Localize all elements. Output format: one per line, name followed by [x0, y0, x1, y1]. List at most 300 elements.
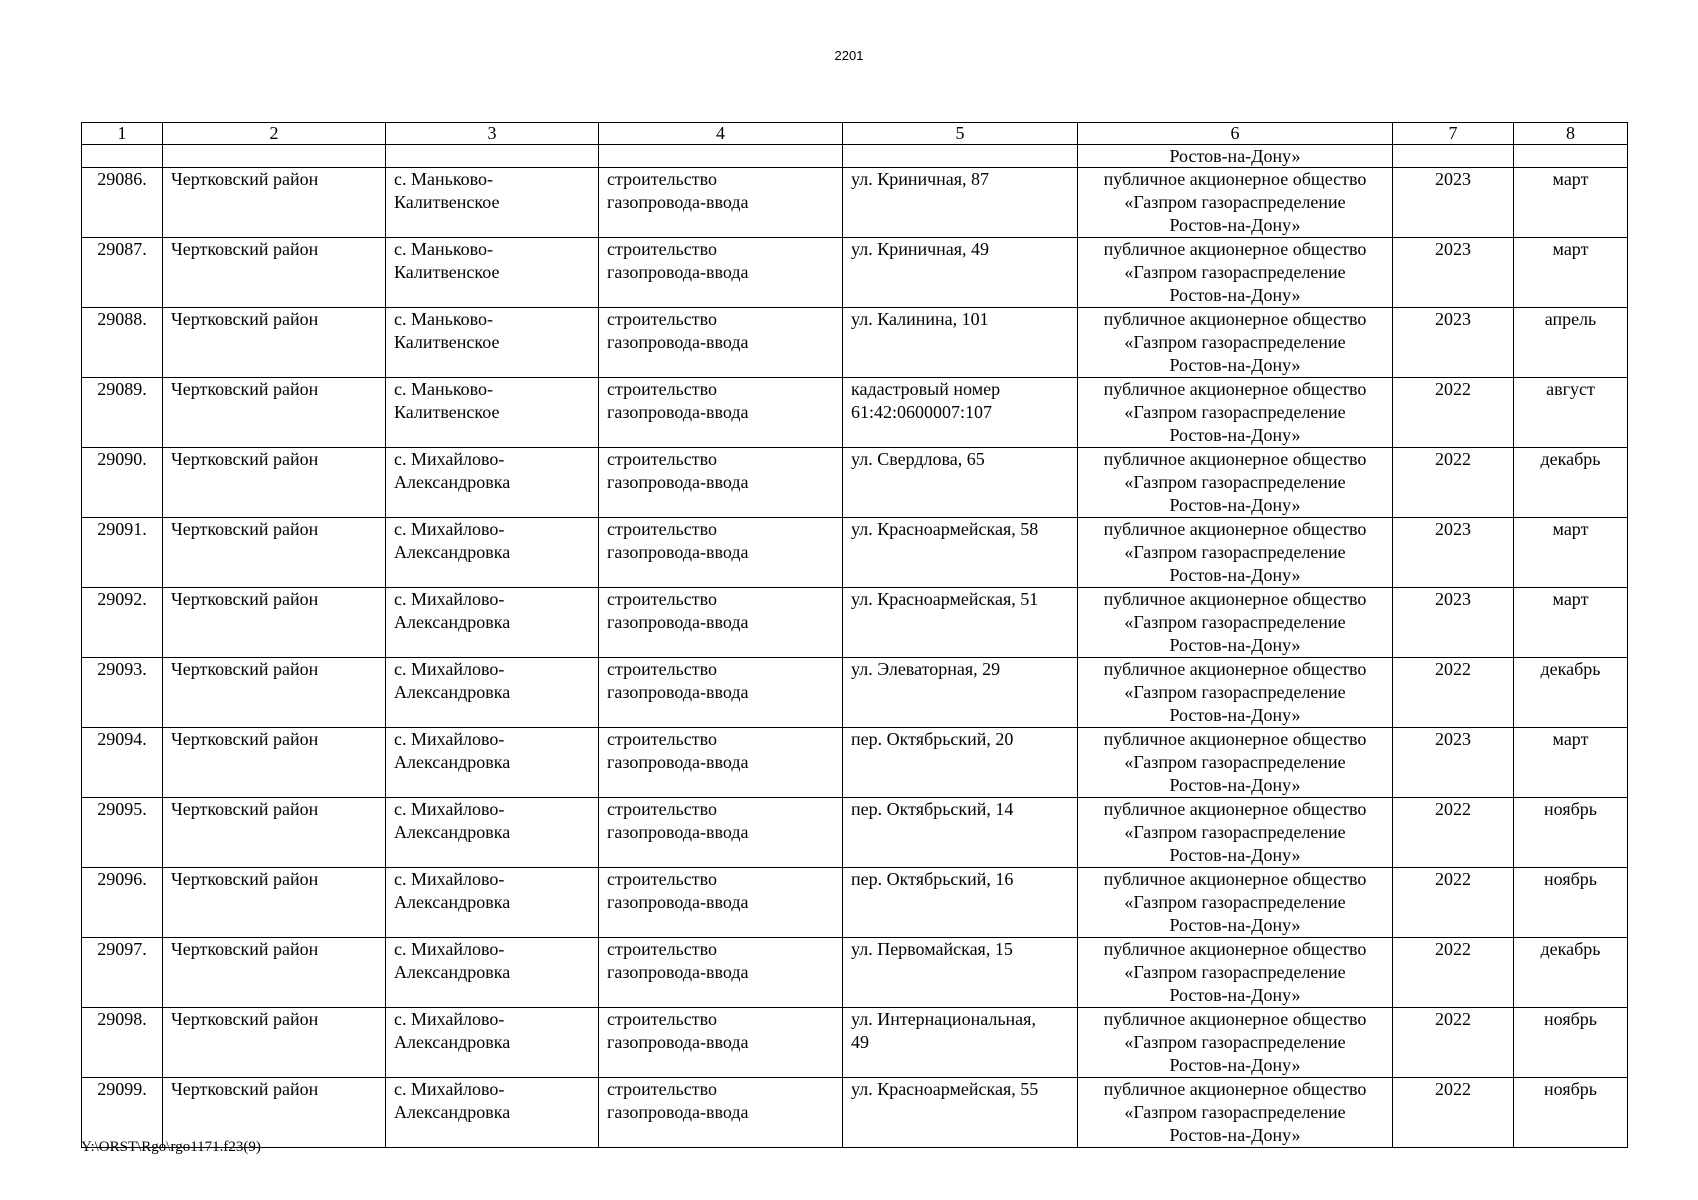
district: Чертковский район [171, 939, 319, 959]
year-cell [1393, 378, 1514, 448]
row-number: 29093. [97, 659, 147, 679]
settlement-cell [386, 588, 599, 658]
work-type-line: газопровода-ввода [607, 962, 749, 982]
year: 2023 [1435, 309, 1471, 329]
district-cell [163, 868, 386, 938]
settlement-cell [386, 1008, 599, 1078]
address-cell [843, 448, 1078, 518]
organization-line: Ростов-на-Дону» [1169, 705, 1301, 725]
address-cell [843, 518, 1078, 588]
month: декабрь [1540, 659, 1601, 679]
column-number: 1 [82, 123, 163, 145]
work-type-line: газопровода-ввода [607, 682, 749, 702]
work-type-line: газопровода-ввода [607, 892, 749, 912]
settlement-cell [386, 168, 599, 238]
organization-line: публичное акционерное общество [1103, 1009, 1367, 1029]
work-type-cell [599, 728, 843, 798]
settlement-line: с. Михайлово- [394, 939, 505, 959]
settlement-line: Александровка [394, 1102, 511, 1122]
organization-line: «Газпром газораспределение [1124, 822, 1346, 842]
month: март [1552, 169, 1589, 189]
year: 2023 [1435, 519, 1471, 539]
address-line: 61:42:0600007:107 [851, 402, 993, 422]
work-type-line: строительство [607, 799, 717, 819]
district: Чертковский район [171, 799, 319, 819]
settlement-cell [386, 658, 599, 728]
organization-cell [1078, 448, 1393, 518]
year: 2023 [1435, 729, 1471, 749]
year: 2022 [1435, 869, 1471, 889]
column-number: 7 [1393, 123, 1514, 145]
table-row [82, 378, 1628, 448]
year: 2022 [1435, 1079, 1471, 1099]
work-type-cell [599, 868, 843, 938]
district-cell [163, 1078, 386, 1148]
work-type-cell [599, 1008, 843, 1078]
month: март [1552, 239, 1589, 259]
row-number: 29090. [97, 449, 147, 469]
work-type-line: строительство [607, 1009, 717, 1029]
row-number-cell [82, 308, 163, 378]
organization-cell [1078, 868, 1393, 938]
address-line: ул. Интернациональная, [851, 1009, 1036, 1029]
district-cell [163, 658, 386, 728]
row-number: 29089. [97, 379, 147, 399]
settlement-line: Александровка [394, 682, 511, 702]
month: август [1546, 379, 1595, 399]
year-cell [1393, 798, 1514, 868]
row-number-cell [82, 728, 163, 798]
work-type-cell [599, 798, 843, 868]
month: март [1552, 729, 1589, 749]
work-type-cell [599, 168, 843, 238]
organization-line: публичное акционерное общество [1103, 799, 1367, 819]
address-cell [843, 868, 1078, 938]
organization-line: Ростов-на-Дону» [1169, 565, 1301, 585]
column-number: 2 [163, 123, 386, 145]
year-cell [1393, 1008, 1514, 1078]
year-cell [1393, 518, 1514, 588]
organization-line: Ростов-на-Дону» [1169, 1055, 1301, 1075]
year: 2022 [1435, 449, 1471, 469]
month: март [1552, 519, 1589, 539]
year: 2023 [1435, 589, 1471, 609]
work-type-line: строительство [607, 589, 717, 609]
address-line: ул. Криничная, 87 [851, 169, 990, 189]
organization-cell [1078, 518, 1393, 588]
year-cell [1393, 938, 1514, 1008]
organization-line: публичное акционерное общество [1103, 1079, 1367, 1099]
work-type-line: газопровода-ввода [607, 1032, 749, 1052]
year-cell [1393, 728, 1514, 798]
row-number: 29099. [97, 1079, 147, 1099]
settlement-line: с. Михайлово- [394, 589, 505, 609]
organization-line: публичное акционерное общество [1103, 519, 1367, 539]
organization-line: публичное акционерное общество [1103, 659, 1367, 679]
month: март [1552, 589, 1589, 609]
row-number: 29096. [97, 869, 147, 889]
address-line: ул. Первомайская, 15 [851, 939, 1013, 959]
row-number: 29088. [97, 309, 147, 329]
table-row [82, 728, 1628, 798]
work-type-line: строительство [607, 939, 717, 959]
work-type-cell [599, 1078, 843, 1148]
row-number-cell [82, 518, 163, 588]
district: Чертковский район [171, 729, 319, 749]
address-cell [843, 1008, 1078, 1078]
organization-line: публичное акционерное общество [1103, 729, 1367, 749]
organization-line: публичное акционерное общество [1103, 239, 1367, 259]
work-type-cell [599, 518, 843, 588]
address-cell [843, 658, 1078, 728]
month: ноябрь [1544, 1009, 1597, 1029]
organization-line: «Газпром газораспределение [1124, 542, 1346, 562]
organization-line: «Газпром газораспределение [1124, 1032, 1346, 1052]
organization-cell [1078, 168, 1393, 238]
year: 2022 [1435, 659, 1471, 679]
organization-line: «Газпром газораспределение [1124, 962, 1346, 982]
table-row [82, 308, 1628, 378]
row-number: 29095. [97, 799, 147, 819]
organization-line: публичное акционерное общество [1103, 449, 1367, 469]
row-number: 29097. [97, 939, 147, 959]
month-cell [1514, 518, 1628, 588]
year-cell [1393, 588, 1514, 658]
organization-line: публичное акционерное общество [1103, 939, 1367, 959]
footer-file-path: Y:\ORST\Rgo\rgo1171.f23(9) [81, 1139, 261, 1155]
address-cell [843, 378, 1078, 448]
settlement-line: с. Михайлово- [394, 659, 505, 679]
row-number-cell [82, 658, 163, 728]
row-number: 29098. [97, 1009, 147, 1029]
organization-cell [1078, 938, 1393, 1008]
district: Чертковский район [171, 379, 319, 399]
register-table [81, 122, 1628, 1148]
month: ноябрь [1544, 799, 1597, 819]
table-row [82, 938, 1628, 1008]
organization-line: Ростов-на-Дону» [1169, 355, 1301, 375]
settlement-line: Александровка [394, 612, 511, 632]
organization-line: «Газпром газораспределение [1124, 1102, 1346, 1122]
column-number: 8 [1514, 123, 1628, 145]
address-line: ул. Красноармейская, 51 [851, 589, 1039, 609]
organization-line: Ростов-на-Дону» [1169, 985, 1301, 1005]
organization-line: «Газпром газораспределение [1124, 192, 1346, 212]
settlement-cell [386, 798, 599, 868]
column-number: 3 [386, 123, 599, 145]
work-type-line: строительство [607, 449, 717, 469]
organization-cell [1078, 798, 1393, 868]
organization-line: Ростов-на-Дону» [1169, 915, 1301, 935]
year-cell [1393, 238, 1514, 308]
work-type-line: строительство [607, 729, 717, 749]
work-type-line: газопровода-ввода [607, 192, 749, 212]
address-line: пер. Октябрьский, 14 [851, 799, 1014, 819]
work-type-cell [599, 938, 843, 1008]
work-type-line: газопровода-ввода [607, 332, 749, 352]
address-cell [843, 308, 1078, 378]
address-cell [843, 168, 1078, 238]
settlement-cell [386, 238, 599, 308]
address-line: 49 [851, 1032, 869, 1052]
work-type-line: газопровода-ввода [607, 1102, 749, 1122]
row-number: 29086. [97, 169, 147, 189]
month-cell [1514, 238, 1628, 308]
organization-line: публичное акционерное общество [1103, 169, 1367, 189]
settlement-line: Александровка [394, 752, 511, 772]
organization-cell [1078, 238, 1393, 308]
organization-line: публичное акционерное общество [1103, 379, 1367, 399]
settlement-line: с. Михайлово- [394, 1079, 505, 1099]
settlement-line: Александровка [394, 542, 511, 562]
work-type-line: газопровода-ввода [607, 262, 749, 282]
district: Чертковский район [171, 1009, 319, 1029]
month: ноябрь [1544, 869, 1597, 889]
settlement-cell [386, 1078, 599, 1148]
district-cell [163, 378, 386, 448]
month-cell [1514, 448, 1628, 518]
address-cell [843, 238, 1078, 308]
year-cell [1393, 448, 1514, 518]
settlement-line: Калитвенское [394, 402, 500, 422]
district: Чертковский район [171, 1079, 319, 1099]
settlement-cell [386, 448, 599, 518]
row-number-cell [82, 168, 163, 238]
work-type-line: строительство [607, 519, 717, 539]
settlement-cell [386, 728, 599, 798]
settlement-cell [386, 518, 599, 588]
district: Чертковский район [171, 449, 319, 469]
address-cell [843, 798, 1078, 868]
settlement-line: с. Маньково- [394, 379, 494, 399]
settlement-line: Калитвенское [394, 262, 500, 282]
settlement-cell [386, 938, 599, 1008]
month-cell [1514, 378, 1628, 448]
address-cell [843, 938, 1078, 1008]
column-number-row [82, 123, 1628, 145]
month-cell [1514, 308, 1628, 378]
year: 2022 [1435, 939, 1471, 959]
district-cell [163, 168, 386, 238]
organization-line: «Газпром газораспределение [1124, 612, 1346, 632]
address-line: ул. Криничная, 49 [851, 239, 990, 259]
table-row [82, 658, 1628, 728]
row-number-cell [82, 798, 163, 868]
row-number: 29094. [97, 729, 147, 749]
organization-line: Ростов-на-Дону» [1169, 285, 1301, 305]
table-row [82, 1008, 1628, 1078]
district: Чертковский район [171, 239, 319, 259]
settlement-line: Александровка [394, 892, 511, 912]
organization-cell [1078, 378, 1393, 448]
district: Чертковский район [171, 519, 319, 539]
district-cell [163, 798, 386, 868]
address-cell [843, 1078, 1078, 1148]
organization-line: Ростов-на-Дону» [1169, 635, 1301, 655]
district-cell [163, 448, 386, 518]
address-line: ул. Красноармейская, 55 [851, 1079, 1039, 1099]
district: Чертковский район [171, 869, 319, 889]
table-row [82, 518, 1628, 588]
district: Чертковский район [171, 169, 319, 189]
organization-line: публичное акционерное общество [1103, 589, 1367, 609]
settlement-line: Александровка [394, 472, 511, 492]
work-type-line: строительство [607, 869, 717, 889]
table-row [82, 238, 1628, 308]
work-type-line: строительство [607, 379, 717, 399]
page-number: 2201 [834, 48, 864, 63]
row-number-cell [82, 588, 163, 658]
organization-line: Ростов-на-Дону» [1169, 845, 1301, 865]
organization-line: «Газпром газораспределение [1124, 472, 1346, 492]
month: декабрь [1540, 449, 1601, 469]
row-number-cell [82, 238, 163, 308]
month: ноябрь [1544, 1079, 1597, 1099]
organization-line: Ростов-на-Дону» [1169, 425, 1301, 445]
organization-line: публичное акционерное общество [1103, 869, 1367, 889]
month-cell [1514, 168, 1628, 238]
address-cell [843, 588, 1078, 658]
work-type-line: газопровода-ввода [607, 402, 749, 422]
year: 2022 [1435, 379, 1471, 399]
address-line: пер. Октябрьский, 20 [851, 729, 1014, 749]
organization-line: публичное акционерное общество [1103, 309, 1367, 329]
work-type-cell [599, 378, 843, 448]
settlement-line: с. Маньково- [394, 239, 494, 259]
settlement-cell [386, 868, 599, 938]
month-cell [1514, 868, 1628, 938]
settlement-line: Александровка [394, 822, 511, 842]
settlement-line: Калитвенское [394, 192, 500, 212]
district-cell [163, 238, 386, 308]
work-type-line: строительство [607, 309, 717, 329]
district: Чертковский район [171, 309, 319, 329]
row-number-cell [82, 1008, 163, 1078]
district: Чертковский район [171, 659, 319, 679]
table-row [82, 1078, 1628, 1148]
month-cell [1514, 798, 1628, 868]
organization-cell [1078, 728, 1393, 798]
row-number-cell [82, 378, 163, 448]
address-cell [843, 728, 1078, 798]
year: 2023 [1435, 169, 1471, 189]
organization-cell [1078, 1078, 1393, 1148]
table-row [82, 798, 1628, 868]
organization-line: Ростов-на-Дону» [1169, 1125, 1301, 1145]
table-row [82, 588, 1628, 658]
settlement-line: с. Михайлово- [394, 869, 505, 889]
table-row [82, 168, 1628, 238]
organization-cell [1078, 588, 1393, 658]
address-line: ул. Свердлова, 65 [851, 449, 985, 469]
table-row [82, 448, 1628, 518]
settlement-line: с. Михайлово- [394, 799, 505, 819]
settlement-line: с. Маньково- [394, 169, 494, 189]
address-line: кадастровый номер [851, 379, 1001, 399]
column-number: 4 [599, 123, 843, 145]
district-cell [163, 588, 386, 658]
organization-cell [1078, 308, 1393, 378]
settlement-cell [386, 378, 599, 448]
work-type-line: газопровода-ввода [607, 752, 749, 772]
organization-cell [1078, 658, 1393, 728]
organization-line: «Газпром газораспределение [1124, 262, 1346, 282]
organization-line: «Газпром газораспределение [1124, 402, 1346, 422]
year: 2022 [1435, 1009, 1471, 1029]
work-type-cell [599, 238, 843, 308]
organization-line: «Газпром газораспределение [1124, 752, 1346, 772]
work-type-cell [599, 658, 843, 728]
month-cell [1514, 938, 1628, 1008]
settlement-line: с. Маньково- [394, 309, 494, 329]
month-cell [1514, 658, 1628, 728]
year-cell [1393, 168, 1514, 238]
district-cell [163, 938, 386, 1008]
row-number-cell [82, 1078, 163, 1148]
row-number: 29087. [97, 239, 147, 259]
year: 2022 [1435, 799, 1471, 819]
work-type-line: строительство [607, 659, 717, 679]
month-cell [1514, 1078, 1628, 1148]
month: апрель [1544, 309, 1597, 329]
address-line: ул. Калинина, 101 [851, 309, 989, 329]
organization-line: «Газпром газораспределение [1124, 892, 1346, 912]
table-row [82, 868, 1628, 938]
column-number: 6 [1078, 123, 1393, 145]
column-number: 5 [843, 123, 1078, 145]
organization-line: «Газпром газораспределение [1124, 332, 1346, 352]
work-type-line: газопровода-ввода [607, 472, 749, 492]
settlement-line: Калитвенское [394, 332, 500, 352]
year-cell [1393, 308, 1514, 378]
row-number-cell [82, 868, 163, 938]
settlement-line: с. Михайлово- [394, 519, 505, 539]
row-number: 29091. [97, 519, 147, 539]
month: декабрь [1540, 939, 1601, 959]
settlement-line: с. Михайлово- [394, 729, 505, 749]
district: Чертковский район [171, 589, 319, 609]
work-type-cell [599, 448, 843, 518]
district-cell [163, 518, 386, 588]
month-cell [1514, 1008, 1628, 1078]
address-line: ул. Элеваторная, 29 [851, 659, 1001, 679]
address-line: пер. Октябрьский, 16 [851, 869, 1014, 889]
work-type-line: строительство [607, 169, 717, 189]
work-type-line: газопровода-ввода [607, 542, 749, 562]
district-cell [163, 728, 386, 798]
row-number: 29092. [97, 589, 147, 609]
year: 2023 [1435, 239, 1471, 259]
settlement-line: Александровка [394, 962, 511, 982]
organization-cell [1078, 1008, 1393, 1078]
district-cell [163, 308, 386, 378]
work-type-line: строительство [607, 1079, 717, 1099]
continuation-organization: Ростов-на-Дону» [1078, 145, 1393, 168]
month-cell [1514, 588, 1628, 658]
settlement-line: с. Михайлово- [394, 449, 505, 469]
work-type-cell [599, 588, 843, 658]
work-type-line: строительство [607, 239, 717, 259]
address-line: ул. Красноармейская, 58 [851, 519, 1039, 539]
settlement-line: Александровка [394, 1032, 511, 1052]
settlement-cell [386, 308, 599, 378]
organization-line: Ростов-на-Дону» [1169, 495, 1301, 515]
month-cell [1514, 728, 1628, 798]
row-number-cell [82, 448, 163, 518]
row-number-cell [82, 938, 163, 1008]
continuation-row [82, 145, 1628, 168]
district-cell [163, 1008, 386, 1078]
